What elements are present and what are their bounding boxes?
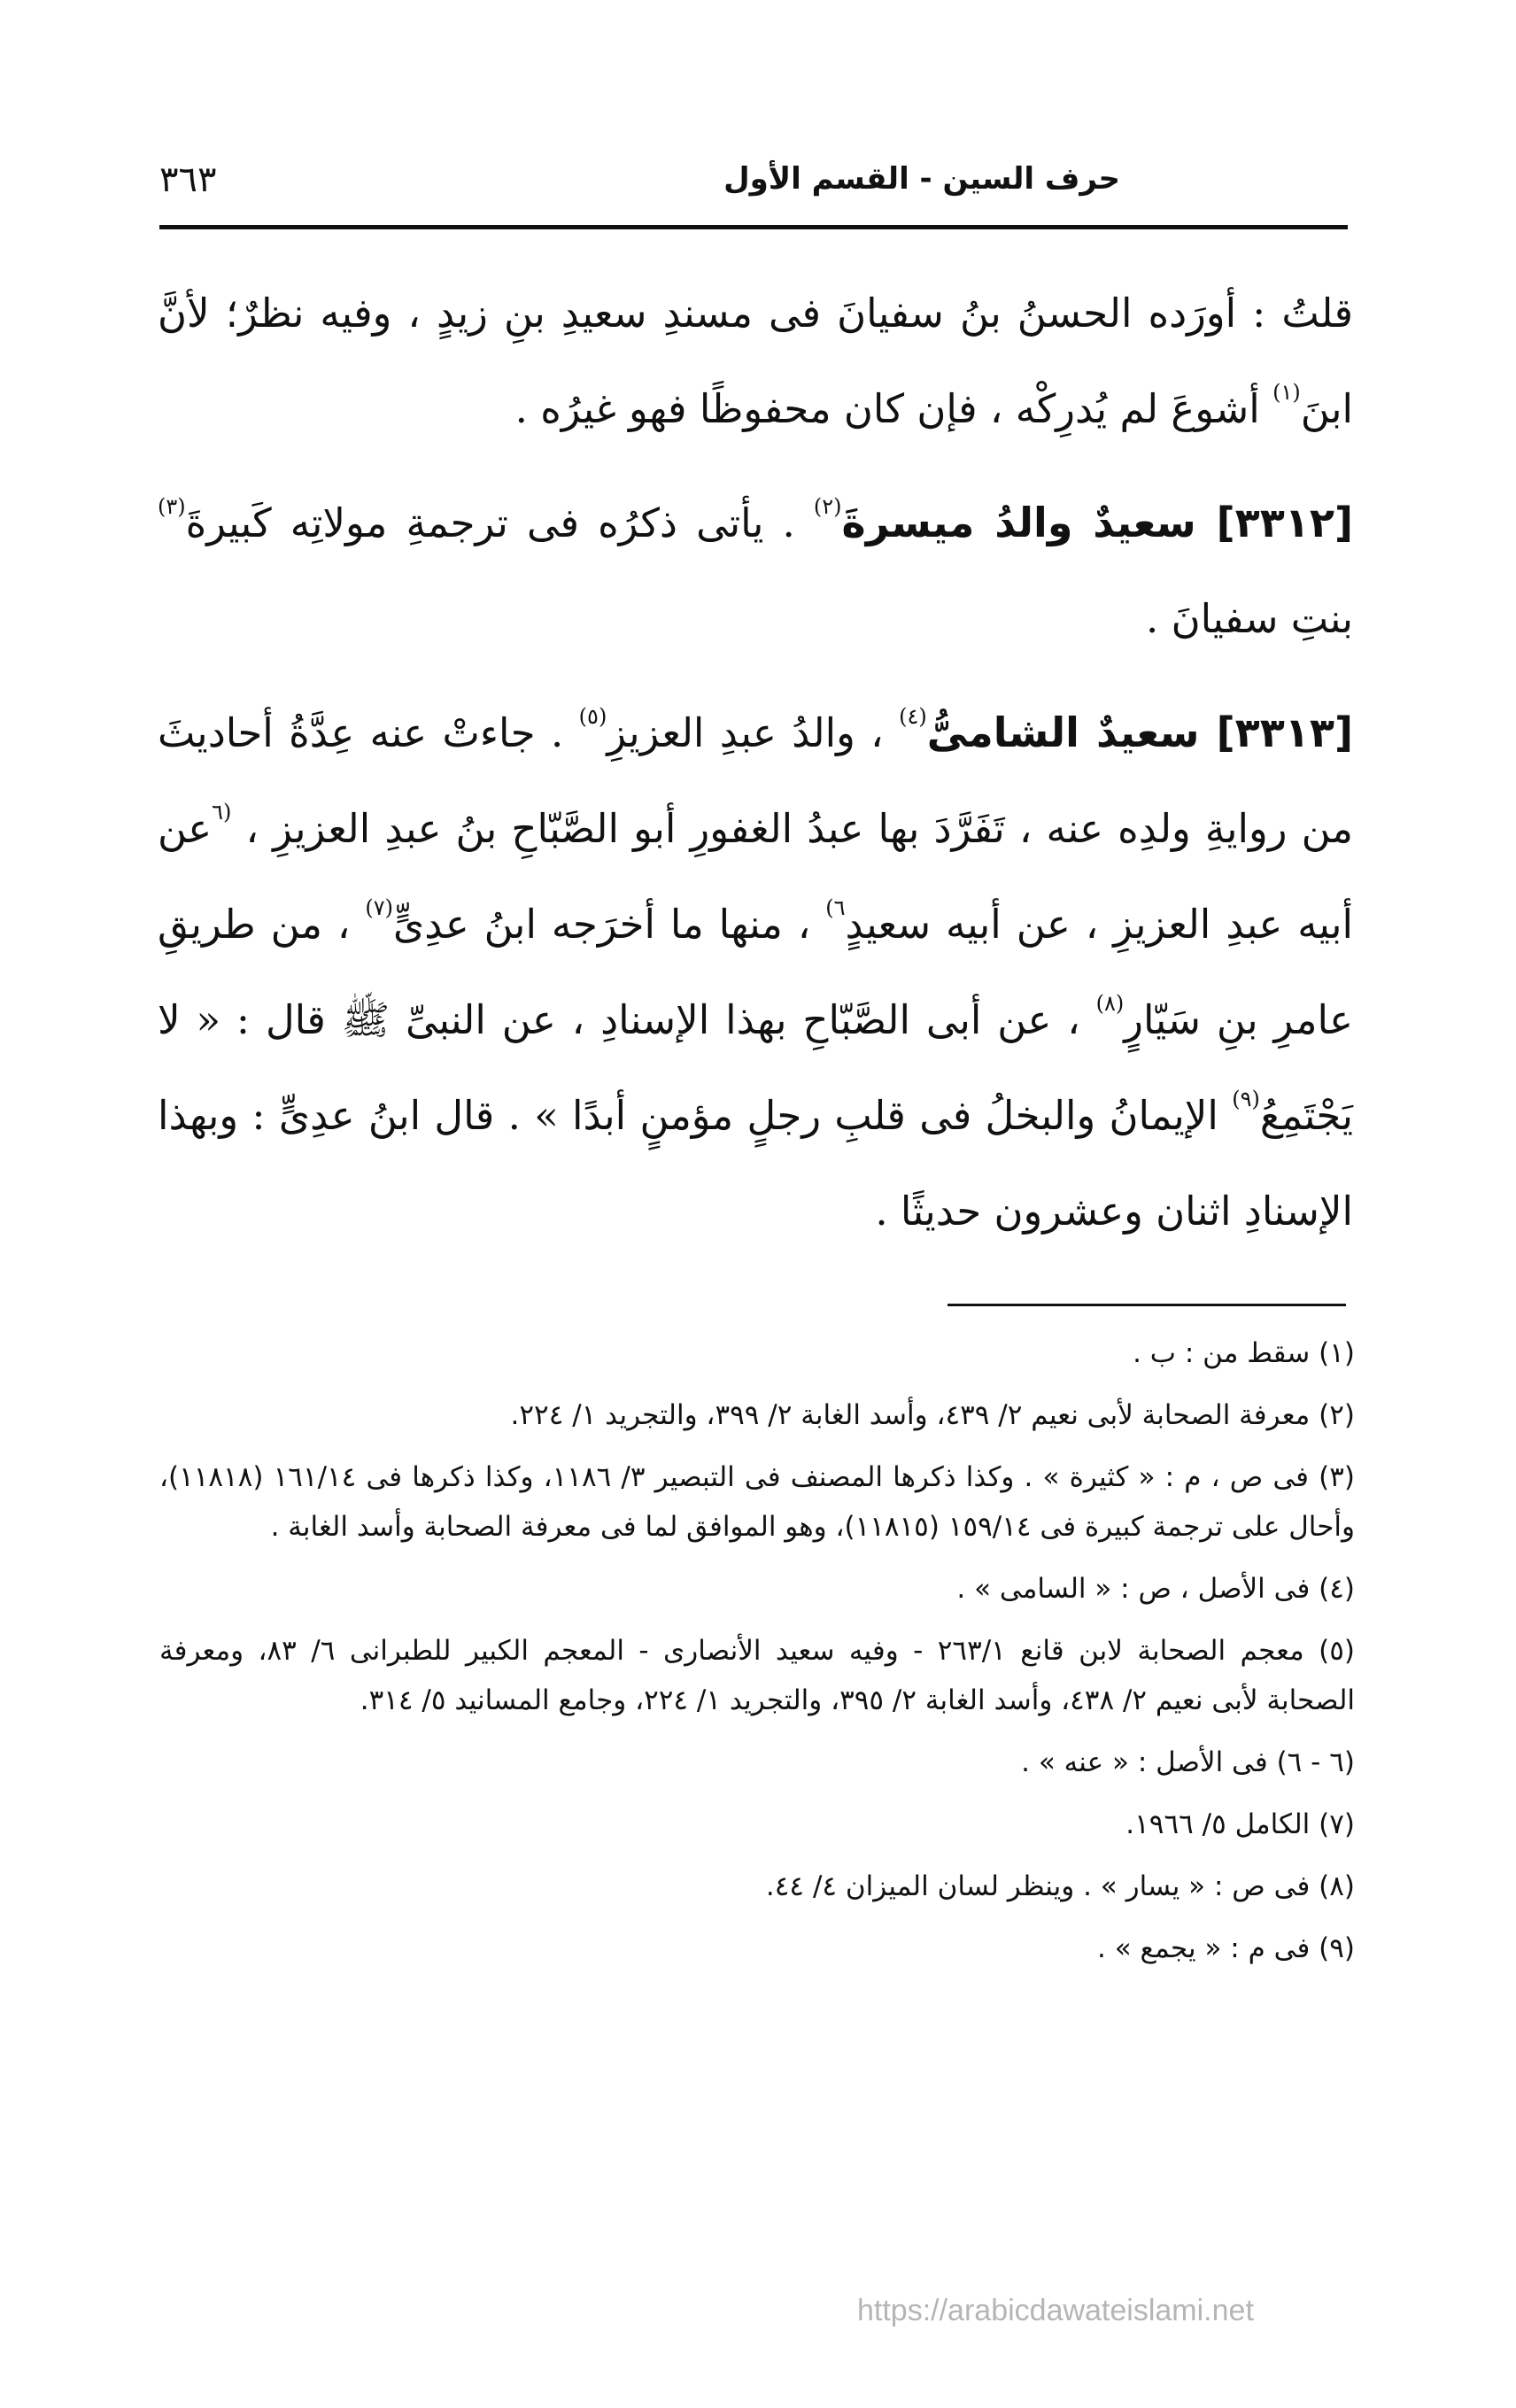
text: ، منها ما أخرَجه ابنُ عدِىٍّ [393,901,811,948]
text: ، والدُ عبدِ العزيزِ [607,709,884,756]
header-divider [159,225,1348,229]
footnote-1: (١) سقط من : ب . [1133,1337,1355,1369]
footnote-marker-9: (٩) [1232,1087,1260,1111]
footnote-marker-7: (٧) [365,895,394,920]
footnote-marker-1: (١) [1272,380,1301,405]
footnote-marker-2: (٢) [813,494,842,519]
chapter-title: حرف السين - القسم الأول [723,161,1120,197]
paragraph-1 [158,266,1353,457]
entry-3312 [158,475,1353,667]
text: ، عن أبى الصَّبّاحِ بهذا الإسنادِ ، عن النبىِّ ﷺ قال : « لا يَجْتَمِعُ [158,996,1353,1139]
page-number: ٣٦٣ [159,159,217,200]
footnote-7: (٧) الكامل ٥/ ١٩٦٦. [1125,1808,1355,1840]
running-header [159,156,1342,218]
footnote-marker-4: (٤) [899,704,927,729]
footnote-marker-3: (٣) [158,494,186,519]
text: بنتِ سفيانَ . [1145,595,1353,642]
footnote-divider [948,1304,1346,1306]
entry-heading: [٣٣١٣] سعيدٌ الشامىُّ [926,708,1353,756]
footnote-3: (٣) فى ص ، م : « كثيرة » . وكذا ذكرها المصنف فى التبصير ٣/ ١١٨٦، وكذا ذكرها فى ١٦١/١٤ (١١٨١٨)، وأحال على ترجمة كبيرة فى ١٥٩/١٤ (١١٨١٥)، وهو الموافق لما فى معرفة الصحابة وأسد الغابة . [159,1461,1356,1543]
text: الإيمانُ والبخلُ فى قلبِ رجلٍ مؤمنٍ أبدًا » . قال ابنُ عدِىٍّ : وبهذا الإسنادِ اثنان وعشرون حديثًا . [158,1092,1353,1235]
footnote-2: (٢) معرفة الصحابة لأبى نعيم ٢/ ٤٣٩، وأسد الغابة ٢/ ٣٩٩، والتجريد ١/ ٢٢٤. [510,1399,1355,1431]
text: أشوعَ لم يُدرِكْه ، فإن كان محفوظًا فهو غيرُه . [514,385,1260,432]
footnote-4: (٤) فى الأصل ، ص : « السامى » . [956,1573,1355,1605]
footnote-9: (٩) فى م : « يجمع » . [1097,1932,1355,1964]
footnote-marker-6-close: ٦) [825,895,846,920]
footnote-6: (٦ - ٦) فى الأصل : « عنه » . [1021,1746,1355,1778]
footnote-marker-5: (٥) [578,704,607,729]
text: . جاءتْ عنه عِدَّةُ أحاديثَ من روايةِ ولدِه عنه ، تَفَرَّدَ بها عبدُ الغفورِ أبو الصَّبّاحِ بنُ عبدِ العزيزِ ، [158,709,1353,852]
text: ، من طريقِ عامرِ بنِ سَيّارٍ [158,901,1353,1043]
footnote-marker-8: (٨) [1095,991,1125,1016]
entry-3313 [158,685,1353,1259]
footnote-8: (٨) فى ص : « يسار » . وينظر لسان الميزان ٤/ ٤٤. [765,1870,1355,1902]
entry-heading: [٣٣١٢] سعيدٌ والدُ ميسرةَ [841,499,1353,546]
text: . يأتى ذكرُه فى ترجمةِ مولاتِه كَبيرةَ [185,499,795,546]
footnotes [159,1328,1355,1986]
watermark-url: https://arabicdawateislami.net [857,2294,1254,2327]
footnote-5: (٥) معجم الصحابة لابن قانع ٢٦٣/١ - وفيه سعيد الأنصارى - المعجم الكبير للطبرانى ٦/ ٨٣، ومعرفة الصحابة لأبى نعيم ٢/ ٤٣٨، وأسد الغابة ٢/ ٣٩٥، والتجريد ١/ ٢٢٤، وجامع المسانيد ٥/ ٣١٤. [159,1635,1356,1716]
footnote-marker-6-open: (٦ [212,800,232,825]
text: عن أبيه عبدِ العزيزِ ، عن أبيه سعيدٍ [158,805,1353,948]
main-text [158,266,1353,1277]
text: قلتُ : أورَده الحسنُ بنُ سفيانَ فى مسندِ سعيدِ بنِ زيدٍ ، وفيه نظرٌ؛ لأنَّ ابنَ [158,290,1353,432]
